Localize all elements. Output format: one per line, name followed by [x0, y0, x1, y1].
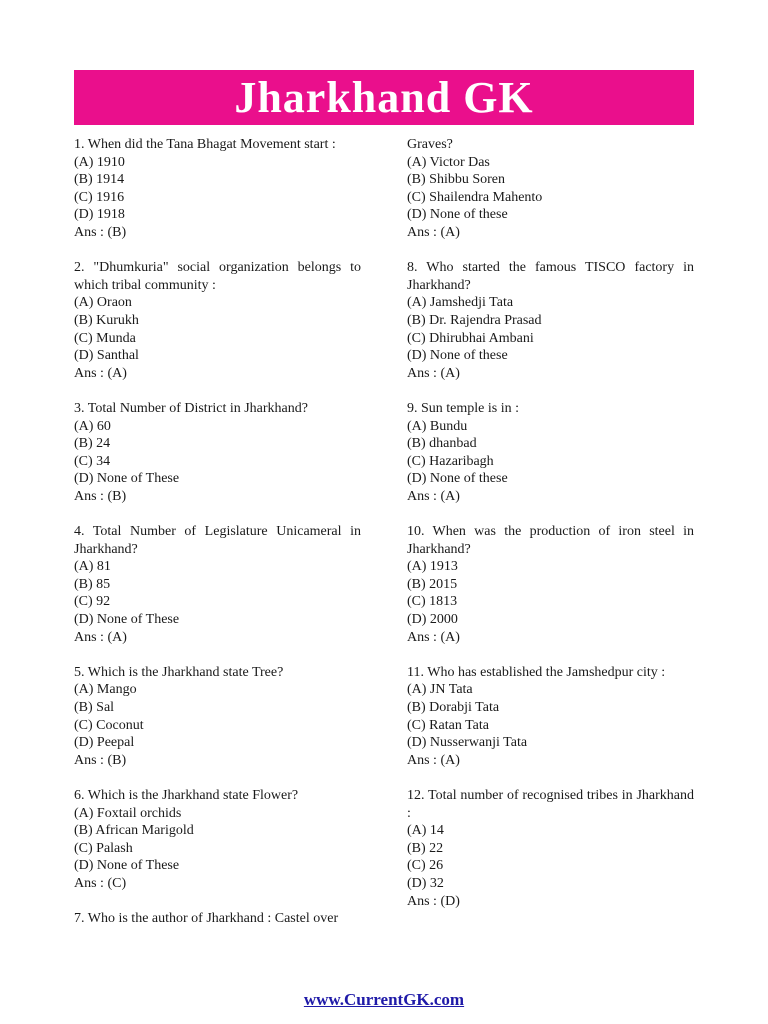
question-text: 7. Who is the author of Jharkhand : Castel over	[74, 911, 339, 927]
option-c: (C) Hazaribagh	[407, 453, 494, 469]
option-b: (B) Dorabji Tata	[407, 700, 500, 715]
option-d: (D) None of These	[74, 612, 180, 628]
option-d: (D) None of These	[74, 858, 180, 874]
question-block	[74, 664, 361, 770]
page-footer	[0, 990, 768, 1010]
option-d: (D) Santhal	[74, 348, 139, 364]
option-b: (B) Shibbu Soren	[407, 172, 505, 188]
question-text: 6. Which is the Jharkhand state Flower?	[74, 787, 299, 803]
answer-text: Ans : (B)	[74, 224, 127, 240]
answer-text: Ans : (A)	[407, 488, 460, 504]
question-text: 5. Which is the Jharkhand state Tree?	[74, 664, 284, 680]
question-block	[74, 259, 361, 382]
option-a: (A) JN Tata	[407, 682, 473, 698]
question-text: 2. "Dhumkuria" social organization belongs to which tribal community :	[74, 260, 361, 293]
question-block	[407, 136, 694, 242]
question-text-continued: Graves?	[407, 137, 453, 152]
option-a: (A) Mango	[74, 682, 137, 698]
option-d: (D) Nusserwanji Tata	[407, 735, 528, 751]
answer-text: Ans : (C)	[74, 875, 127, 891]
right-question-column	[407, 136, 694, 928]
option-a: (A) 1910	[74, 154, 125, 170]
option-b: (B) Dr. Rajendra Prasad	[407, 312, 542, 328]
question-block	[407, 523, 694, 646]
question-text: 9. Sun temple is in :	[407, 400, 519, 416]
option-a: (A) Jamshedji Tata	[407, 295, 514, 311]
option-a: (A) 14	[407, 823, 444, 839]
option-c: (C) Munda	[74, 330, 136, 346]
page-title: Jharkhand GK	[234, 72, 534, 122]
left-question-column	[74, 136, 361, 945]
option-c: (C) 26	[407, 858, 444, 874]
question-block	[407, 259, 694, 382]
question-block	[407, 400, 694, 506]
question-text: 11. Who has established the Jamshedpur city :	[407, 664, 666, 680]
option-b: (B) African Marigold	[74, 823, 194, 839]
answer-text: Ans : (D)	[407, 893, 460, 909]
option-a: (A) Bundu	[407, 418, 468, 434]
answer-text: Ans : (A)	[74, 365, 127, 381]
option-a: (A) 81	[74, 559, 111, 575]
option-a: (A) 60	[74, 418, 111, 434]
option-c: (C) 1813	[407, 594, 458, 610]
question-block	[407, 787, 694, 910]
option-d: (D) Peepal	[74, 735, 135, 751]
option-c: (C) 34	[74, 453, 111, 469]
option-b: (B) 85	[74, 576, 111, 592]
option-d: (D) 1918	[74, 207, 125, 223]
question-text: 4. Total Number of Legislature Unicameral in Jharkhand?	[74, 524, 361, 557]
answer-text: Ans : (A)	[407, 224, 460, 240]
option-b: (B) dhanbad	[407, 436, 477, 452]
question-text: 3. Total Number of District in Jharkhand?	[74, 400, 308, 416]
question-block	[407, 664, 694, 770]
option-d: (D) None of these	[407, 348, 508, 364]
option-d: (D) None of These	[74, 471, 180, 487]
option-c: (C) 1916	[74, 189, 125, 205]
answer-text: Ans : (A)	[407, 365, 460, 381]
answer-text: Ans : (A)	[407, 752, 460, 768]
option-c: (C) Palash	[74, 840, 133, 856]
option-d: (D) None of these	[407, 471, 508, 487]
answer-text: Ans : (A)	[407, 629, 460, 645]
question-block	[74, 910, 361, 928]
option-b: (B) Sal	[74, 700, 115, 715]
question-block	[74, 136, 361, 242]
option-b: (B) 22	[407, 840, 444, 856]
option-a: (A) Victor Das	[407, 154, 490, 170]
option-c: (C) Ratan Tata	[407, 717, 489, 733]
question-block	[74, 400, 361, 506]
option-a: (A) 1913	[407, 559, 458, 575]
option-c: (C) Dhirubhai Ambani	[407, 330, 534, 346]
question-block	[74, 523, 361, 646]
website-link[interactable]: www.CurrentGK.com	[303, 990, 465, 1009]
option-c: (C) Shailendra Mahento	[407, 189, 543, 205]
question-text: 8. Who started the famous TISCO factory in Jharkhand?	[407, 260, 694, 293]
question-block	[74, 787, 361, 893]
option-a: (A) Oraon	[74, 295, 132, 311]
option-c: (C) Coconut	[74, 717, 144, 733]
option-a: (A) Foxtail orchids	[74, 805, 182, 821]
option-b: (B) Kurukh	[74, 312, 139, 328]
option-d: (D) 32	[407, 875, 444, 891]
answer-text: Ans : (B)	[74, 488, 127, 504]
question-text: 12. Total number of recognised tribes in Jharkhand :	[407, 787, 694, 821]
option-b: (B) 1914	[74, 172, 125, 188]
question-text: 10. When was the production of iron steel in Jharkhand?	[407, 524, 694, 557]
answer-text: Ans : (A)	[74, 629, 127, 645]
option-c: (C) 92	[74, 594, 111, 610]
option-d: (D) 2000	[407, 612, 458, 628]
answer-text: Ans : (B)	[74, 752, 127, 768]
title-banner	[74, 70, 694, 125]
option-d: (D) None of these	[407, 207, 508, 223]
option-b: (B) 2015	[407, 576, 458, 592]
option-b: (B) 24	[74, 436, 111, 452]
question-text: 1. When did the Tana Bhagat Movement start :	[74, 137, 336, 152]
